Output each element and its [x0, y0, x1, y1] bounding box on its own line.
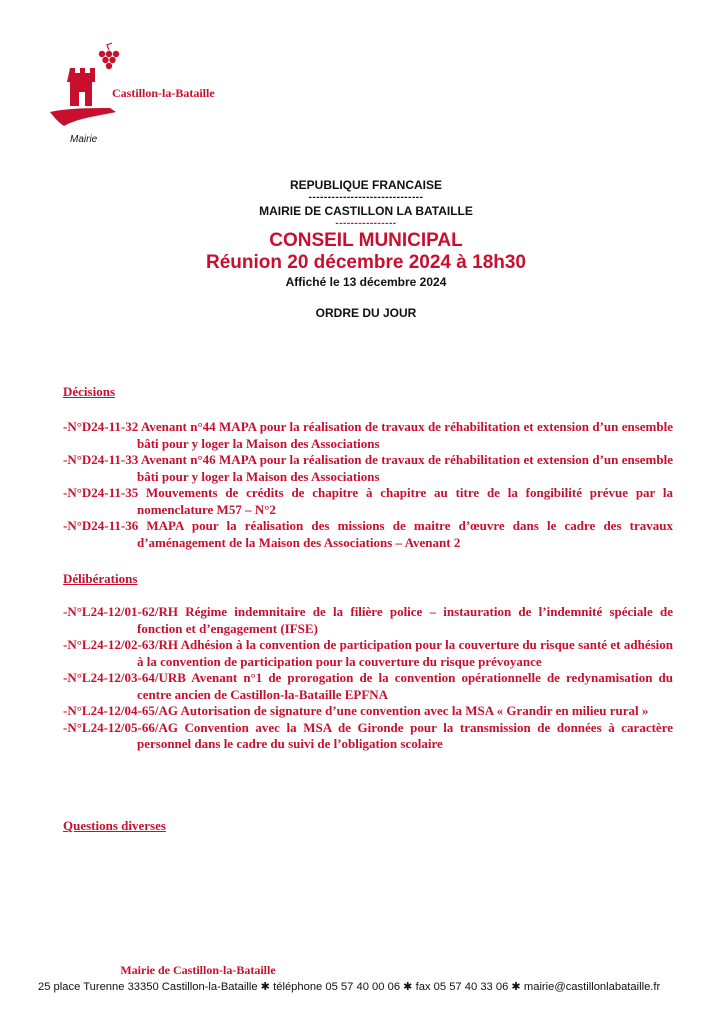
municipal-logo: [46, 42, 266, 152]
posted-date: Affiché le 13 décembre 2024: [285, 275, 447, 289]
footer-name: Mairie de Castillon-la-Bataille: [120, 963, 276, 977]
list-item: -N°L24-12/01-62/RH Régime indemnitaire de la filière police – instauration de l’indemnité spéciale de fonction et d’engagement (IFSE): [63, 604, 673, 636]
footer-address: 25 place Turenne 33350 Castillon-la-Bataille ✱ téléphone 05 57 40 00 06 ✱ fax 05 57 40 33 06 ✱ mairie@castillonlabataille.fr: [38, 981, 661, 993]
page-title: CONSEIL MUNICIPAL: [269, 230, 463, 251]
deliberations-heading: Délibérations: [63, 571, 138, 586]
list-item: -N°L24-12/02-63/RH Adhésion à la convention de participation pour la couverture du risque santé et adhésion à la convention de participation pour la couverture du risque prévoyance: [63, 637, 673, 669]
list-item: -N°D24-11-36 MAPA pour la réalisation des missions de maitre d’œuvre dans le cadre des travaux d’aménagement de la Maison des Associations – Avenant 2: [63, 518, 673, 550]
list-item: -N°D24-11-35 Mouvements de crédits de chapitre à chapitre au titre de la fongibilité prévue par la nomenclature M57 – N°2: [63, 485, 673, 517]
logo-subtitle: Mairie: [70, 134, 98, 145]
logo-name: Castillon-la-Bataille: [112, 86, 215, 100]
list-item: -N°L24-12/05-66/AG Convention avec la MSA de Gironde pour la transmission de données à caractère personnel dans le cadre du suivi de l’obligation scolaire: [63, 719, 673, 751]
document-header: [0, 178, 724, 320]
separator: ----------------: [335, 218, 397, 229]
agenda-heading: ORDRE DU JOUR: [315, 306, 417, 320]
list-item: -N°D24-11-33 Avenant n°46 MAPA pour la réalisation de travaux de réhabilitation et extension d’un ensemble bâti pour y loger la Maison des Associations: [63, 452, 673, 484]
list-item: -N°L24-12/03-64/URB Avenant n°1 de prorogation de la convention opérationnelle de redynamisation du centre ancien de Castillon-la-Bataille EPFNA: [63, 670, 673, 702]
deliberations-list: [63, 604, 673, 753]
republique-label: REPUBLIQUE FRANCAISE: [289, 178, 442, 192]
list-item: -N°D24-11-32 Avenant n°44 MAPA pour la réalisation de travaux de réhabilitation et extension d’un ensemble bâti pour y loger la Maison des Associations: [63, 419, 673, 451]
separator: ------------------------------: [308, 192, 424, 203]
list-item: -N°L24-12/04-65/AG Autorisation de signature d’une convention avec la MSA « Grandir en milieu rural »: [63, 703, 649, 718]
mairie-label: MAIRIE DE CASTILLON LA BATAILLE: [259, 204, 473, 218]
meeting-date: Réunion 20 décembre 2024 à 18h30: [206, 252, 526, 273]
decisions-heading: Décisions: [63, 384, 115, 399]
questions-heading: Questions diverses: [63, 818, 166, 833]
decisions-list: [63, 419, 673, 551]
